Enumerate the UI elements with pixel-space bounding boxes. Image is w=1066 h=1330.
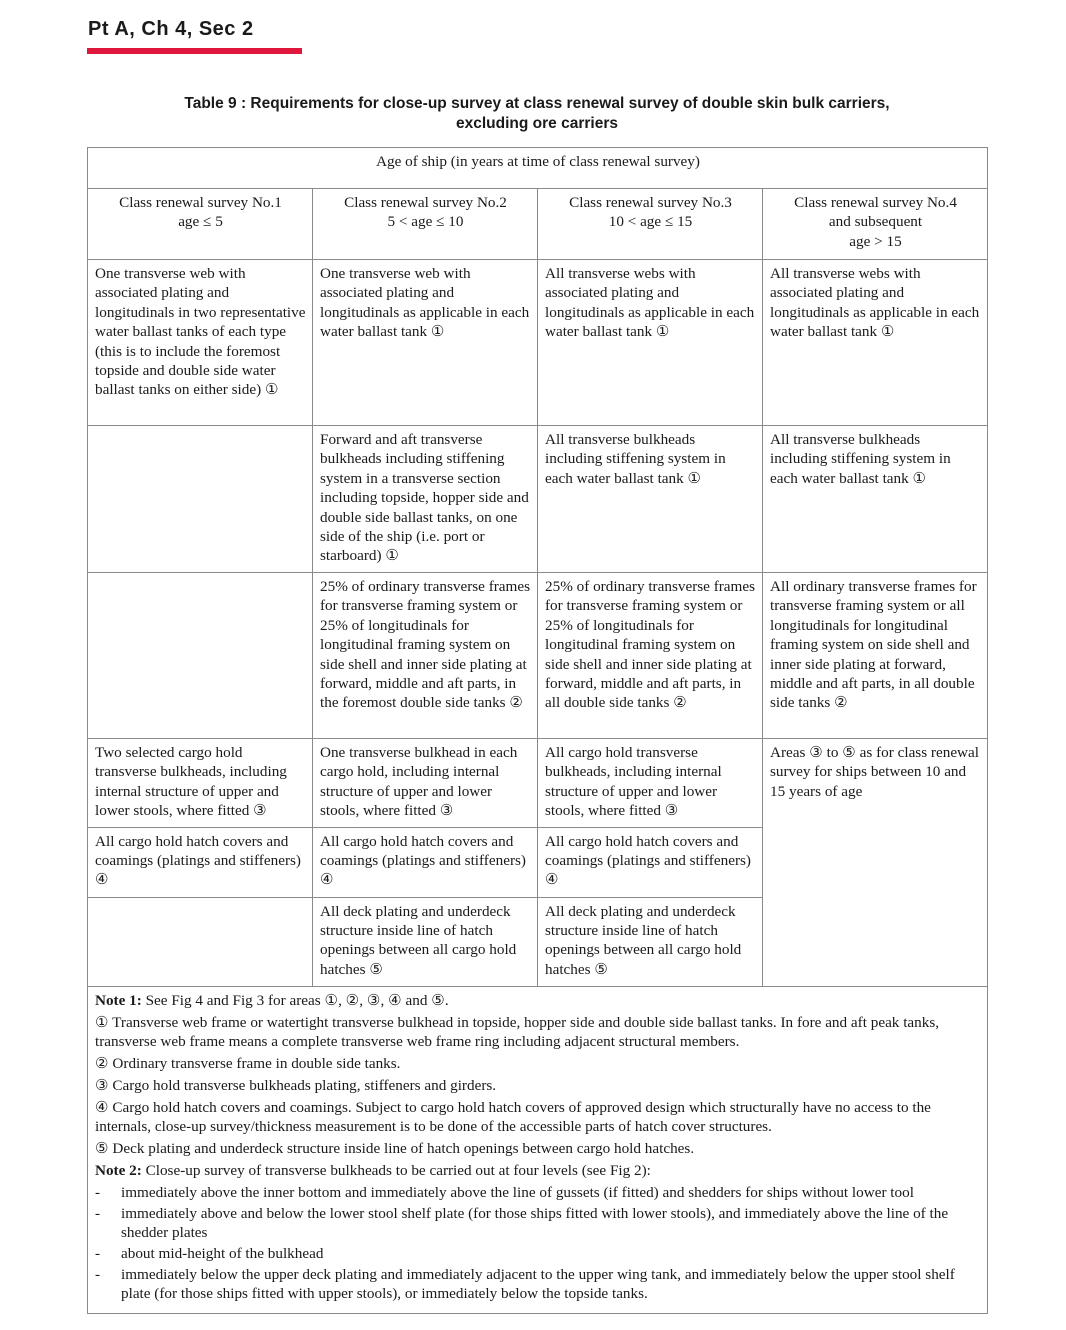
table-cell: All cargo hold hatch covers and coamings (platings and stiffeners) ④ <box>538 827 763 897</box>
table-cell: All cargo hold transverse bulkheads, including internal structure of upper and lower stools, where fitted ③ <box>538 739 763 828</box>
notes-row <box>88 986 988 1314</box>
column-header-survey-3: Class renewal survey No.3 10 < age ≤ 15 <box>538 189 763 260</box>
table-cell: All transverse bulkheads including stiffening system in each water ballast tank ① <box>763 426 988 573</box>
list-item: - about mid-height of the bulkhead <box>95 1245 324 1262</box>
table-cell: All deck plating and underdeck structure inside line of hatch openings between all cargo hold hatches ⑤ <box>538 897 763 986</box>
table-row <box>88 426 988 573</box>
table-cell: All cargo hold hatch covers and coamings (platings and stiffeners) ④ <box>88 827 313 897</box>
table-row <box>88 260 988 426</box>
table-row <box>88 739 988 828</box>
table-cell: All cargo hold hatch covers and coamings (platings and stiffeners) ④ <box>313 827 538 897</box>
table-cell: One transverse web with associated plating and longitudinals as applicable in each water ballast tank ① <box>313 260 538 426</box>
table-cell: 25% of ordinary transverse frames for transverse framing system or 25% of longitudinals for longitudinal framing system on side shell and inner side plating at forward, middle and aft parts, in the foremost double side tanks ② <box>313 573 538 739</box>
note-item-4: ④ Cargo hold hatch covers and coamings. Subject to cargo hold hatch covers of approved design which structurally have no access to the internals, close-up survey/thickness measurement is to be done of the accessible parts of hatch cover structures. <box>95 1098 931 1136</box>
table-cell: Two selected cargo hold transverse bulkheads, including internal structure of upper and lower stools, where fitted ③ <box>88 739 313 828</box>
table-row <box>88 573 988 739</box>
list-item: - immediately above the inner bottom and immediately above the line of gussets (if fitted) and shedders for ships without lower tool <box>95 1183 914 1201</box>
table-cell: All deck plating and underdeck structure inside line of hatch openings between all cargo hold hatches ⑤ <box>313 897 538 986</box>
table-cell: 25% of ordinary transverse frames for transverse framing system or 25% of longitudinals for longitudinal framing system on side shell and inner side plating at forward, middle and aft parts, in all double side tanks ② <box>538 573 763 739</box>
section-header: Pt A, Ch 4, Sec 2 <box>88 18 254 40</box>
age-header-row <box>88 148 988 189</box>
table-cell <box>88 426 313 573</box>
close-up-survey-table <box>87 147 988 1314</box>
table-notes <box>88 986 988 1314</box>
table-cell: All transverse bulkheads including stiffening system in each water ballast tank ① <box>538 426 763 573</box>
table-cell: One transverse web with associated plating and longitudinals in two representative water ballast tanks of each type (this is to include the foremost topside and double side water ballast tanks on either side) ① <box>88 260 313 426</box>
table-cell: All transverse webs with associated plating and longitudinals as applicable in each water ballast tank ① <box>763 260 988 426</box>
table-cell: All ordinary transverse frames for transverse framing system or all longitudinals for longitudinal framing system on side shell and inner side plating at forward, middle and aft parts, in all double side tanks ② <box>763 573 988 739</box>
table-cell <box>88 573 313 739</box>
table-cell: Areas ③ to ⑤ as for class renewal survey for ships between 10 and 15 years of age <box>763 739 988 987</box>
column-header-row <box>88 189 988 260</box>
table-cell: All transverse webs with associated plating and longitudinals as applicable in each water ballast tank ① <box>538 260 763 426</box>
note-2: Note 2: Close-up survey of transverse bulkheads to be carried out at four levels (see Fig 2): <box>95 1161 651 1179</box>
column-header-survey-2: Class renewal survey No.2 5 < age ≤ 10 <box>313 189 538 260</box>
column-header-survey-1: Class renewal survey No.1 age ≤ 5 <box>88 189 313 260</box>
age-header: Age of ship (in years at time of class renewal survey) <box>88 148 988 189</box>
list-item: - immediately above and below the lower stool shelf plate (for those ships fitted with lower stools), and immediately above the line of the shedder plates <box>95 1204 949 1242</box>
table-cell: Forward and aft transverse bulkheads including stiffening system in a transverse section including topside, hopper side and double side ballast tanks, on one side of the ship (i.e. port or starboard) ① <box>313 426 538 573</box>
column-header-survey-4: Class renewal survey No.4 and subsequent age > 15 <box>763 189 988 260</box>
table-cell <box>88 897 313 986</box>
list-item: - immediately below the upper deck plating and immediately adjacent to the upper wing tank, and immediately below the upper stool shelf plate (for those ships fitted with upper stools), or immediately below the topside tanks. <box>95 1265 955 1303</box>
note-item-2: ② Ordinary transverse frame in double side tanks. <box>95 1054 401 1072</box>
table-title-line1: Table 9 : Requirements for close-up survey at class renewal survey of double skin bulk carriers, <box>184 95 890 112</box>
note-1: Note 1: See Fig 4 and Fig 3 for areas ①, ②, ③, ④ and ⑤. <box>95 991 449 1009</box>
header-rule <box>87 48 302 54</box>
table-title-line2: excluding ore carriers <box>456 115 618 132</box>
table-title <box>87 94 987 134</box>
table-cell: One transverse bulkhead in each cargo hold, including internal structure of upper and lower stools, where fitted ③ <box>313 739 538 828</box>
note-item-5: ⑤ Deck plating and underdeck structure inside line of hatch openings between cargo hold hatches. <box>95 1139 695 1157</box>
note-2-list <box>95 1183 979 1304</box>
note-item-3: ③ Cargo hold transverse bulkheads plating, stiffeners and girders. <box>95 1076 497 1094</box>
note-item-1: ① Transverse web frame or watertight transverse bulkhead in topside, hopper side and double side ballast tanks. In fore and aft peak tanks, transverse web frame means a complete transverse web frame ring including adjacent structural members. <box>95 1013 940 1050</box>
